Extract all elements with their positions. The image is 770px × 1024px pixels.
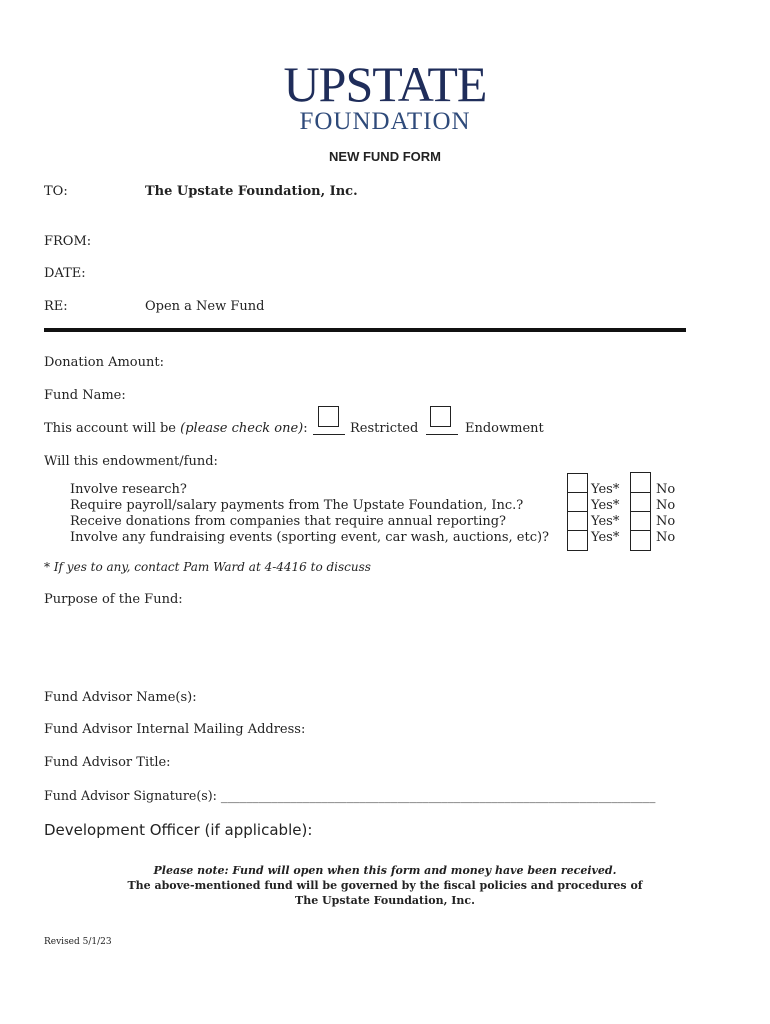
- question-payroll: Require payroll/salary payments from The Upstate Foundation, Inc.?: [70, 498, 524, 513]
- question-list: [70, 482, 549, 546]
- account-type-prompt: [44, 421, 308, 436]
- account-type-prompt-italic: (please check one): [180, 421, 304, 436]
- logo-upstate: UPSTATE: [283, 56, 487, 112]
- account-type-prompt-start: This account will be: [44, 421, 181, 436]
- endowment-label: Endowment: [465, 421, 544, 436]
- restricted-label: Restricted: [350, 421, 419, 436]
- endowment-question: Will this endowment/fund:: [44, 454, 218, 469]
- advisor-names-label: Fund Advisor Name(s):: [44, 690, 197, 705]
- yes-label: Yes*: [591, 530, 620, 545]
- no-checkbox-fundraising[interactable]: [630, 530, 651, 551]
- to-value: The Upstate Foundation, Inc.: [145, 184, 358, 199]
- development-officer-label: Development Officer (if applicable):: [44, 821, 313, 839]
- no-label: No: [656, 530, 676, 545]
- logo-foundation: FOUNDATION: [299, 108, 471, 135]
- yes-label: Yes*: [591, 514, 620, 529]
- no-labels: [656, 482, 675, 546]
- no-label: No: [656, 482, 676, 497]
- header-divider: [44, 328, 686, 332]
- yes-checkbox-fundraising[interactable]: [567, 530, 588, 551]
- no-label: No: [656, 498, 676, 513]
- bottom-note-line2: The above-mentioned fund will be governed by the fiscal policies and procedures of: [127, 879, 643, 892]
- yes-labels: [591, 482, 619, 546]
- re-value: Open a New Fund: [145, 299, 265, 314]
- yes-label: Yes*: [591, 482, 620, 497]
- contact-note: * If yes to any, contact Pam Ward at 4-4416 to discuss: [44, 560, 371, 574]
- yes-checkbox-reporting[interactable]: [567, 511, 588, 532]
- fund-name-label: Fund Name:: [44, 388, 126, 403]
- question-reporting: Receive donations from companies that require annual reporting?: [70, 514, 507, 529]
- yes-checkbox-payroll[interactable]: [567, 492, 588, 513]
- bottom-note-line3: The Upstate Foundation, Inc.: [295, 894, 475, 907]
- purpose-label: Purpose of the Fund:: [44, 592, 183, 607]
- date-label: DATE:: [44, 266, 86, 281]
- yes-label: Yes*: [591, 498, 620, 513]
- no-checkbox-research[interactable]: [630, 472, 651, 493]
- donation-amount-label: Donation Amount:: [44, 355, 164, 370]
- advisor-title-label: Fund Advisor Title:: [44, 755, 171, 770]
- advisor-address-label: Fund Advisor Internal Mailing Address:: [44, 722, 306, 737]
- account-type-prompt-end: :: [303, 421, 308, 436]
- no-checkbox-payroll[interactable]: [630, 492, 651, 513]
- to-label: TO:: [44, 184, 68, 199]
- endowment-checkbox[interactable]: [430, 406, 451, 427]
- question-research: Involve research?: [70, 482, 187, 497]
- from-label: FROM:: [44, 234, 92, 249]
- form-title: NEW FUND FORM: [329, 149, 441, 164]
- no-checkbox-reporting[interactable]: [630, 511, 651, 532]
- restricted-checkbox[interactable]: [318, 406, 339, 427]
- advisor-signature-label: Fund Advisor Signature(s): _____________________________________________________________________: [44, 788, 656, 803]
- question-fundraising: Involve any fundraising events (sporting event, car wash, auctions, etc)?: [70, 530, 550, 545]
- revised-date: Revised 5/1/23: [44, 937, 112, 947]
- bottom-note-line1: Please note: Fund will open when this form and money have been received.: [153, 864, 617, 877]
- no-label: No: [656, 514, 676, 529]
- yes-checkbox-research[interactable]: [567, 473, 588, 494]
- re-label: RE:: [44, 299, 68, 314]
